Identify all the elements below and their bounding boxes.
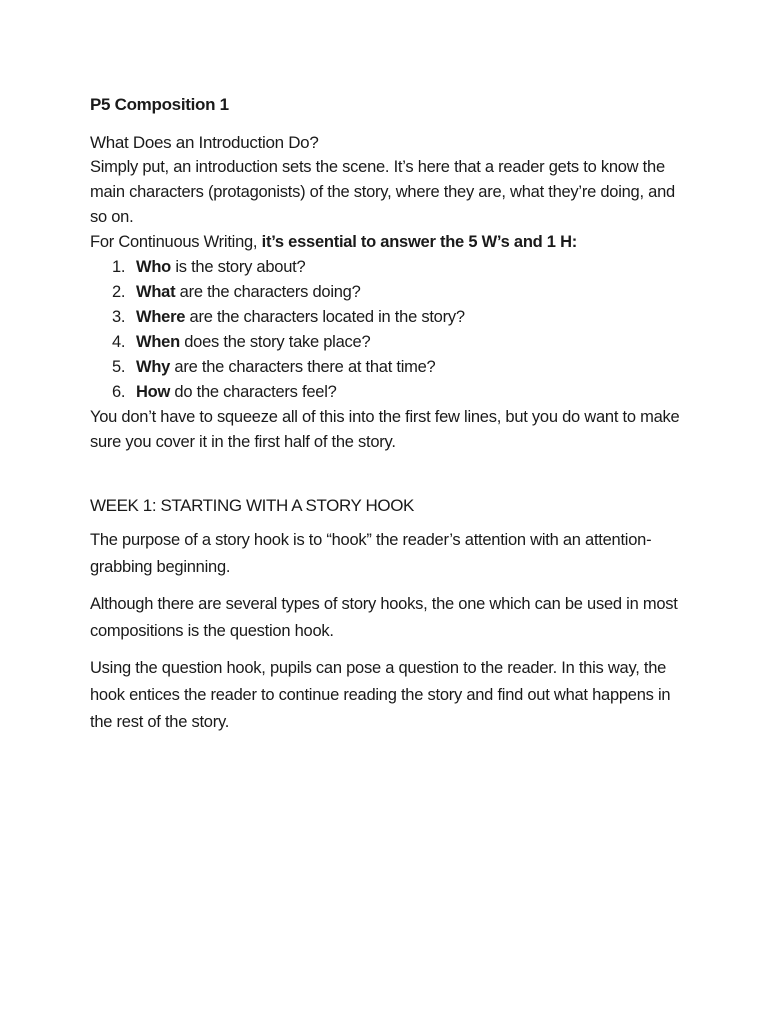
week1-section [90, 493, 690, 736]
week1-paragraph: Using the question hook, pupils can pose a question to the reader. In this way, the hook entices the reader to continue reading the story and find out what happens in the rest of the story. [90, 659, 671, 731]
list-item [90, 280, 690, 305]
week1-paragraph: Although there are several types of story hooks, the one which can be used in most compositions is the question hook. [90, 595, 678, 640]
question-keyword: Why [136, 358, 171, 376]
list-number: 6. [112, 383, 126, 401]
question-text: are the characters doing? [175, 283, 361, 301]
question-text: does the story take place? [179, 333, 371, 351]
document-page [90, 92, 690, 746]
list-item [90, 355, 690, 380]
list-number: 2. [112, 283, 126, 301]
list-number: 1. [112, 258, 126, 276]
intro-closing: You don’t have to squeeze all of this into the first few lines, but you do want to make sure you cover it in the first half of the story. [90, 408, 680, 451]
list-item [90, 380, 690, 405]
question-keyword: Who [136, 258, 171, 276]
intro-lead-plain: For Continuous Writing, [90, 233, 262, 251]
list-number: 3. [112, 308, 126, 326]
question-text: is the story about? [170, 258, 306, 276]
question-text: do the characters feel? [170, 383, 337, 401]
question-text: are the characters there at that time? [170, 358, 436, 376]
wh-questions-list [90, 255, 690, 405]
question-text: are the characters located in the story? [185, 308, 465, 326]
question-keyword: Where [136, 308, 186, 326]
intro-lead [90, 230, 690, 255]
list-item [90, 330, 690, 355]
intro-section [90, 130, 690, 455]
question-keyword: How [136, 383, 171, 401]
intro-heading: What Does an Introduction Do? [90, 133, 319, 152]
document-title: P5 Composition 1 [90, 95, 229, 114]
question-keyword: What [136, 283, 176, 301]
list-number: 4. [112, 333, 126, 351]
week1-heading: WEEK 1: STARTING WITH A STORY HOOK [90, 496, 414, 515]
intro-lead-strong: it’s essential to answer the 5 W’s and 1 H: [261, 233, 577, 251]
list-item [90, 255, 690, 280]
list-number: 5. [112, 358, 126, 376]
week1-paragraph: The purpose of a story hook is to “hook” the reader’s attention with an attention-grabbing beginning. [90, 531, 652, 576]
intro-body: Simply put, an introduction sets the scene. It’s here that a reader gets to know the main characters (protagonists) of the story, where they are, what they’re doing, and so on. [90, 158, 675, 226]
question-keyword: When [136, 333, 180, 351]
list-item [90, 305, 690, 330]
